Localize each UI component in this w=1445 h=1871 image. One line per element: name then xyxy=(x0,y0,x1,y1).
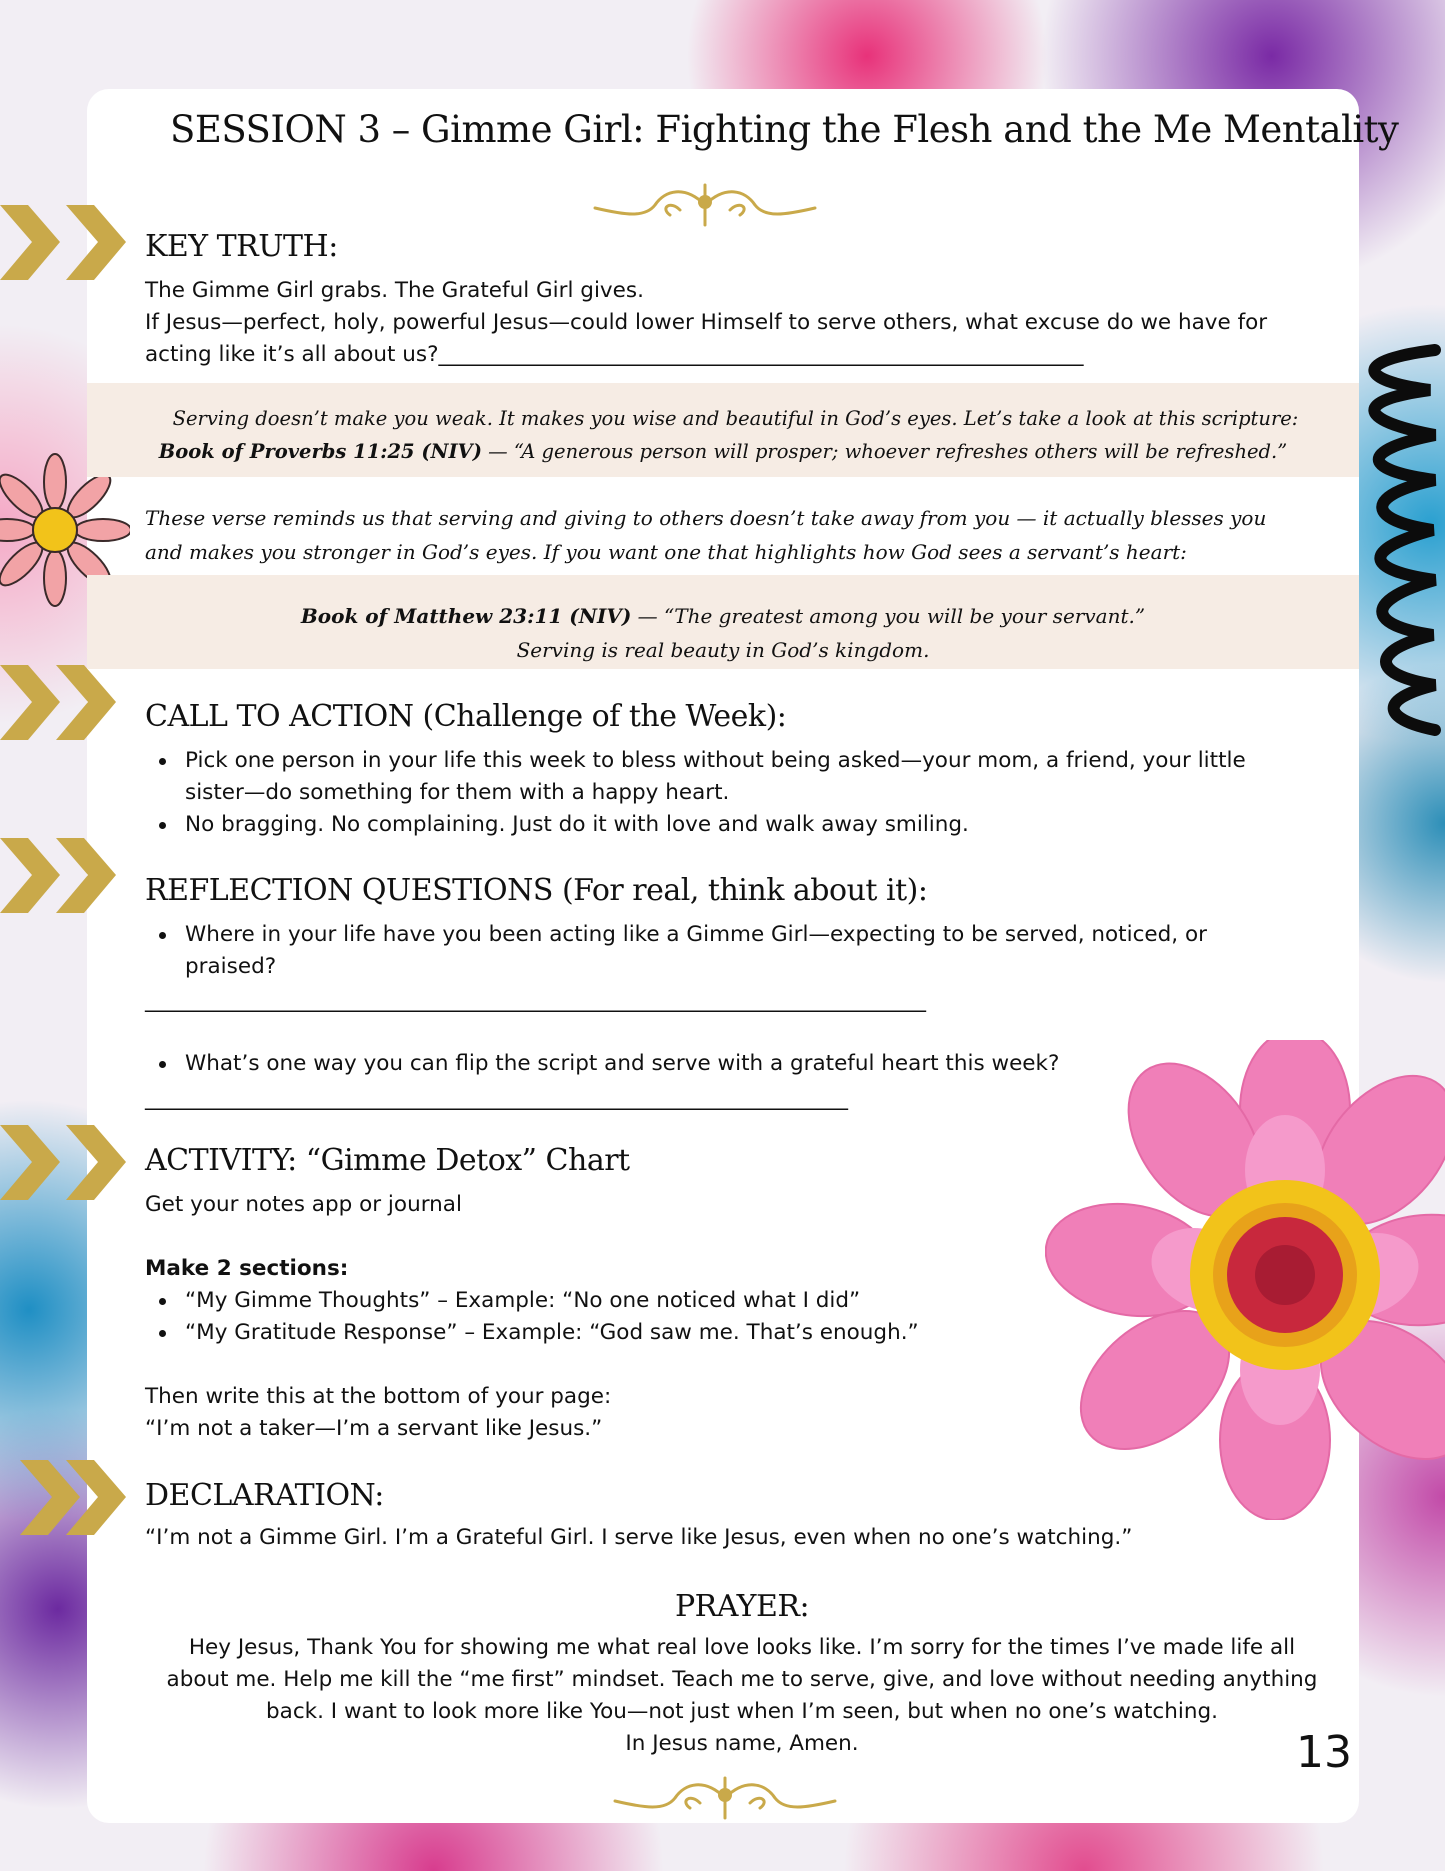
activity-closing xyxy=(145,1381,611,1445)
answer-line[interactable]: ________________________________________________________________________________ xyxy=(145,988,925,1013)
key-truth-heading: KEY TRUTH: xyxy=(145,229,338,264)
closing-line: “I’m not a taker—I’m a servant like Jesus.” xyxy=(145,1416,603,1441)
prayer-line: Hey Jesus, Thank You for showing me what real love looks like. I’m sorry for the times I’ve made life all xyxy=(188,1635,1296,1660)
scripture-text: — “A generous person will prosper; whoever refreshes others will be refreshed.” xyxy=(481,440,1288,463)
list-item: “My Gimme Thoughts” – Example: “No one noticed what I did” xyxy=(145,1285,1045,1317)
gold-flourish-ornament xyxy=(585,180,825,230)
activity-heading: ACTIVITY: “Gimme Detox” Chart xyxy=(145,1143,630,1178)
activity-sections-label: Make 2 sections: xyxy=(145,1256,349,1281)
key-truth-line: The Gimme Girl grabs. The Grateful Girl gives. xyxy=(145,278,644,303)
scripture-reference: Book of Proverbs 11:25 (NIV) xyxy=(158,440,482,463)
reflection-question-list xyxy=(145,919,1255,983)
scripture-intro: Serving doesn’t make you weak. It makes you wise and beautiful in God’s eyes. Let’s take a look at this scripture: xyxy=(172,407,1299,430)
page-number: 13 xyxy=(1296,1727,1352,1778)
call-to-action-list xyxy=(145,745,1310,841)
note-line: and makes you stronger in God’s eyes. If you want one that highlights how God sees a servant’s heart: xyxy=(145,540,1187,564)
reflection-question-list xyxy=(145,1048,1255,1080)
gold-chevron-marker xyxy=(0,828,130,923)
scripture-subline: Serving is real beauty in God’s kingdom. xyxy=(516,638,930,662)
prayer-line: about me. Help me kill the “me first” mindset. Teach me to serve, give, and love without needing anything xyxy=(166,1667,1318,1692)
scripture-reference: Book of Matthew 23:11 (NIV) xyxy=(300,604,632,628)
list-item: What’s one way you can flip the script and serve with a grateful heart this week? xyxy=(145,1048,1255,1080)
key-truth-line: If Jesus—perfect, holy, powerful Jesus—could lower Himself to serve others, what excuse do we have for xyxy=(145,310,1268,335)
key-truth-line: acting like it’s all about us?____________________________________________________________ xyxy=(145,342,1084,367)
scripture-quote xyxy=(87,435,1359,468)
prayer-text xyxy=(87,1632,1397,1760)
key-truth-text xyxy=(145,275,1345,371)
list-item: Pick one person in your life this week to bless without being asked—your mom, a friend, your little sister—do something for them with a happy heart. xyxy=(145,745,1310,809)
page-title: SESSION 3 – Gimme Girl: Fighting the Flesh and the Me Mentality xyxy=(170,108,1399,151)
scripture-proverbs xyxy=(87,402,1359,468)
list-item: “My Gratitude Response” – Example: “God saw me. That’s enough.” xyxy=(145,1317,1045,1349)
activity-sections-list xyxy=(145,1285,1045,1349)
scripture-text: — “The greatest among you will be your servant.” xyxy=(631,604,1146,628)
gold-flourish-ornament xyxy=(605,1773,845,1823)
black-scribble-decoration xyxy=(1345,340,1445,740)
prayer-line: back. I want to look more like You—not just when I’m seen, but when no one’s watching. xyxy=(266,1699,1218,1724)
note-line: These verse reminds us that serving and giving to others doesn’t take away from you — it actually blesses you xyxy=(145,506,1267,530)
declaration-heading: DECLARATION: xyxy=(145,1478,384,1513)
gold-chevron-marker xyxy=(0,655,130,750)
gold-chevron-marker xyxy=(0,1450,130,1545)
closing-line: Then write this at the bottom of your page: xyxy=(145,1384,612,1409)
verse-reflection-note xyxy=(145,501,1345,569)
prayer-heading: PRAYER: xyxy=(674,1589,810,1624)
activity-intro: Get your notes app or journal xyxy=(145,1192,462,1217)
list-item: No bragging. No complaining. Just do it with love and walk away smiling. xyxy=(145,809,1310,841)
call-to-action-heading: CALL TO ACTION (Challenge of the Week): xyxy=(145,699,787,734)
scripture-matthew xyxy=(87,599,1359,667)
gold-chevron-marker xyxy=(0,1115,130,1210)
pink-zinnia-flower-image xyxy=(1045,1040,1445,1520)
gold-chevron-marker xyxy=(0,195,130,290)
reflection-questions-heading: REFLECTION QUESTIONS (For real, think about it): xyxy=(145,873,928,908)
prayer-line: In Jesus name, Amen. xyxy=(625,1731,859,1756)
answer-line[interactable]: ________________________________________________________________________ xyxy=(145,1086,847,1111)
scripture-quote xyxy=(87,599,1359,633)
list-item: Where in your life have you been acting like a Gimme Girl—expecting to be served, noticed, or praised? xyxy=(145,919,1255,983)
declaration-text: “I’m not a Gimme Girl. I’m a Grateful Girl. I serve like Jesus, even when no one’s watching.” xyxy=(145,1525,1133,1550)
